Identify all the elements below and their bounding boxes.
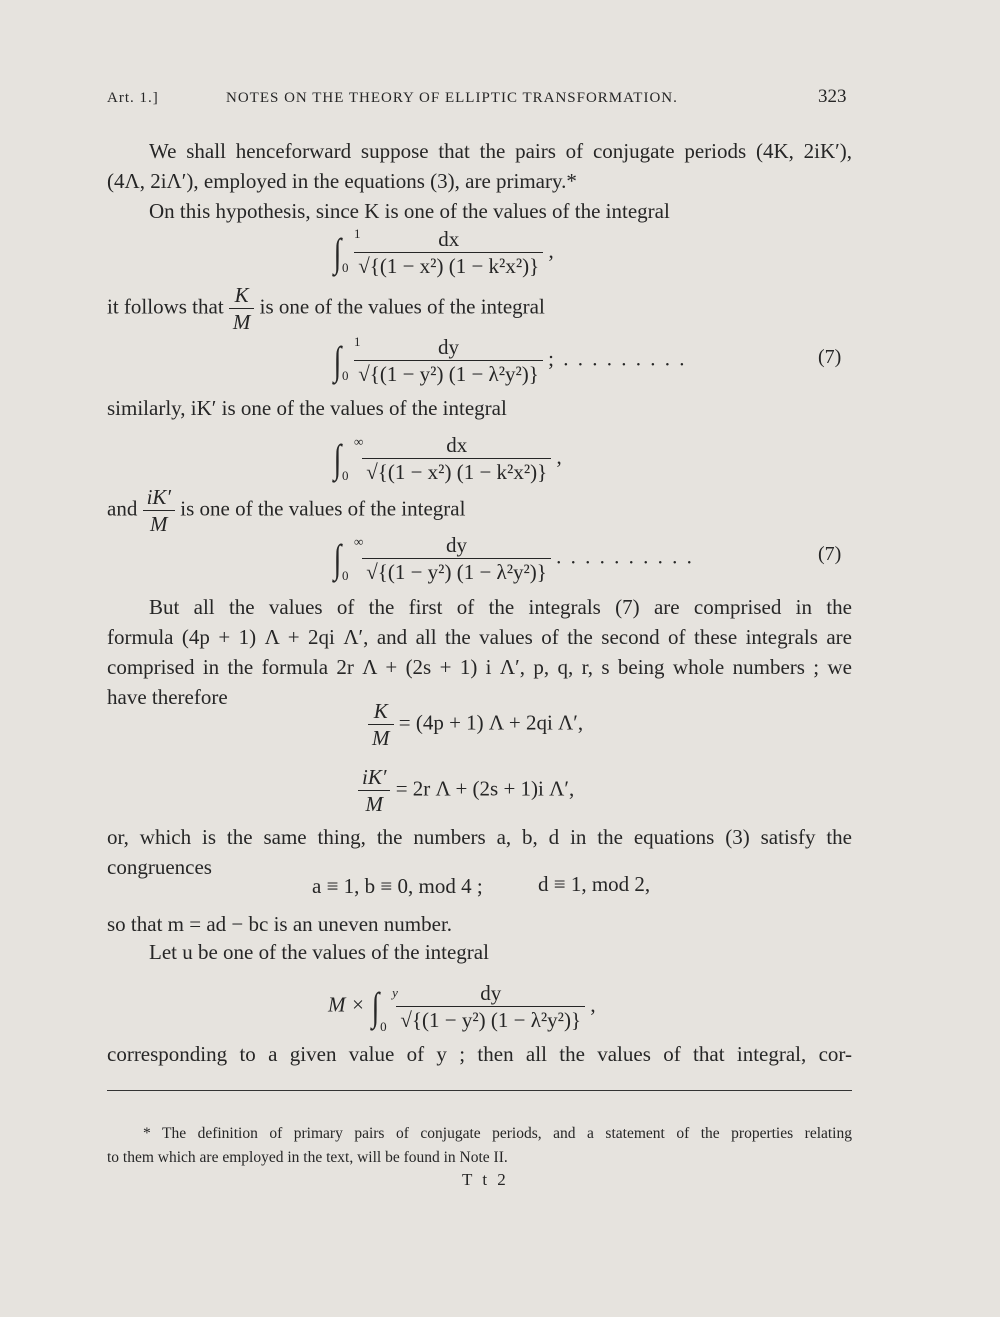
text-line: formula (4p + 1) Λ + 2qi Λ′, and all the values of the second of these integrals are	[107, 625, 852, 649]
integral-equation-m	[328, 980, 596, 1033]
text-line: But all the values of the first of the integrals (7) are comprised in the	[149, 595, 852, 619]
integral-equation-2	[332, 334, 686, 387]
fraction-ik-over-m	[143, 484, 175, 537]
upper-limit: ∞	[354, 434, 364, 449]
denominator: M	[365, 792, 383, 816]
text: is one of the values of the integral	[259, 294, 545, 319]
text-line: (4Λ, 2iΛ′), employed in the equations (3), are primary.*	[107, 169, 577, 193]
line-it-follows	[107, 282, 545, 335]
lower-limit: 0	[342, 468, 349, 483]
numerator: dy	[354, 334, 543, 361]
integral-sign: ∫	[333, 435, 342, 481]
numerator: K	[368, 698, 394, 725]
integral-sign: ∫	[333, 337, 342, 383]
text-line: have therefore	[107, 685, 228, 709]
integral-sign: ∫	[371, 983, 380, 1029]
upper-limit: 1	[354, 226, 361, 241]
denominator: √{(1 − y²) (1 − λ²y²)}	[358, 362, 539, 386]
numerator: iK′	[143, 484, 175, 511]
punctuation: ,	[590, 992, 596, 1017]
right-hand-side: = (4p + 1) Λ + 2qi Λ′,	[398, 710, 584, 735]
lower-limit: 0	[342, 368, 349, 383]
punctuation: ,	[548, 238, 554, 263]
fraction	[358, 764, 390, 817]
line-let-u: Let u be one of the values of the integral	[149, 940, 489, 964]
footnote-rule	[107, 1090, 852, 1091]
footnote	[107, 1122, 852, 1170]
numerator: dy	[362, 532, 551, 559]
equation-label: (7)	[818, 346, 842, 368]
signature-mark: T t 2	[462, 1170, 509, 1189]
footnote-line: * The definition of primary pairs of conjugate periods, and a statement of the properties relating	[143, 1125, 852, 1142]
integrand-fraction	[354, 334, 543, 387]
numerator: dy	[396, 980, 585, 1007]
text: it follows that	[107, 294, 224, 319]
integral-sign: ∫	[333, 535, 342, 581]
integral-equation-4	[332, 532, 694, 585]
lower-limit: 0	[380, 1018, 387, 1034]
denominator: M	[372, 726, 390, 750]
upper-limit: 1	[354, 334, 361, 349]
line-corresponding: corresponding to a given value of y ; then all the values of that integral, cor-	[107, 1042, 852, 1066]
paragraph-primary-periods	[107, 136, 852, 226]
equation-label: (7)	[818, 543, 842, 565]
text-line: comprised in the formula 2r Λ + (2s + 1) i Λ′, p, q, r, s being whole numbers ; we	[107, 655, 852, 679]
numerator: dx	[354, 226, 543, 253]
denominator: √{(1 − y²) (1 − λ²y²)}	[400, 1008, 582, 1032]
lower-limit: 0	[342, 260, 349, 275]
lower-limit: 0	[342, 568, 349, 583]
punctuation: ,	[556, 444, 562, 469]
integrand-fraction	[362, 532, 551, 585]
integral-sign: ∫	[333, 229, 342, 275]
text-line: On this hypothesis, since K is one of the values of the integral	[149, 199, 670, 223]
denominator: M	[150, 512, 168, 536]
numerator: K	[229, 282, 255, 309]
line-so-that: so that m = ad − bc is an uneven number.	[107, 912, 453, 936]
fraction-k-over-m	[229, 282, 255, 335]
paragraph-congruences	[107, 822, 852, 882]
equation-ik-over-m	[358, 764, 574, 817]
line-similarly: similarly, iK′ is one of the values of the integral	[107, 396, 507, 420]
text-line: or, which is the same thing, the numbers a, b, d in the equations (3) satisfy the	[107, 825, 852, 849]
numerator: iK′	[358, 764, 390, 791]
running-title: NOTES ON THE THEORY OF ELLIPTIC TRANSFORMATION.	[226, 90, 678, 106]
congruence-d: d ≡ 1, mod 2,	[538, 872, 651, 896]
text: is one of the values of the integral	[180, 496, 466, 521]
text-line: We shall henceforward suppose that the pairs of conjugate periods (4K, 2iK′),	[149, 139, 852, 163]
integral-equation-1	[332, 226, 554, 279]
denominator: √{(1 − x²) (1 − k²x²)}	[366, 460, 548, 484]
right-hand-side: = 2r Λ + (2s + 1)i Λ′,	[395, 776, 575, 801]
integrand-fraction	[354, 226, 543, 279]
upper-limit: ∞	[354, 534, 364, 549]
numerator: dx	[362, 432, 551, 459]
article-label: Art. 1.]	[107, 90, 159, 106]
text-line: congruences	[107, 855, 212, 879]
congruence-a-b: a ≡ 1, b ≡ 0, mod 4 ;	[312, 874, 483, 898]
integrand-fraction	[396, 980, 585, 1033]
integral-equation-3	[332, 432, 562, 485]
leader-dots: ; . . . . . . . . .	[548, 346, 687, 371]
fraction	[368, 698, 394, 751]
footnote-line: to them which are employed in the text, will be found in Note II.	[107, 1149, 508, 1166]
integrand-fraction	[362, 432, 551, 485]
denominator: √{(1 − x²) (1 − k²x²)}	[358, 254, 540, 278]
line-and-ik	[107, 484, 465, 537]
page-number: 323	[818, 86, 847, 107]
denominator: √{(1 − y²) (1 − λ²y²)}	[366, 560, 547, 584]
integral-group	[370, 983, 398, 1034]
upper-limit: y	[392, 984, 398, 1000]
leader-dots: . . . . . . . . . .	[556, 544, 694, 569]
coefficient: M ×	[328, 992, 365, 1017]
denominator: M	[232, 310, 251, 334]
equation-k-over-m	[368, 698, 583, 751]
paragraph-but-all	[107, 592, 852, 712]
text: and	[107, 496, 138, 521]
